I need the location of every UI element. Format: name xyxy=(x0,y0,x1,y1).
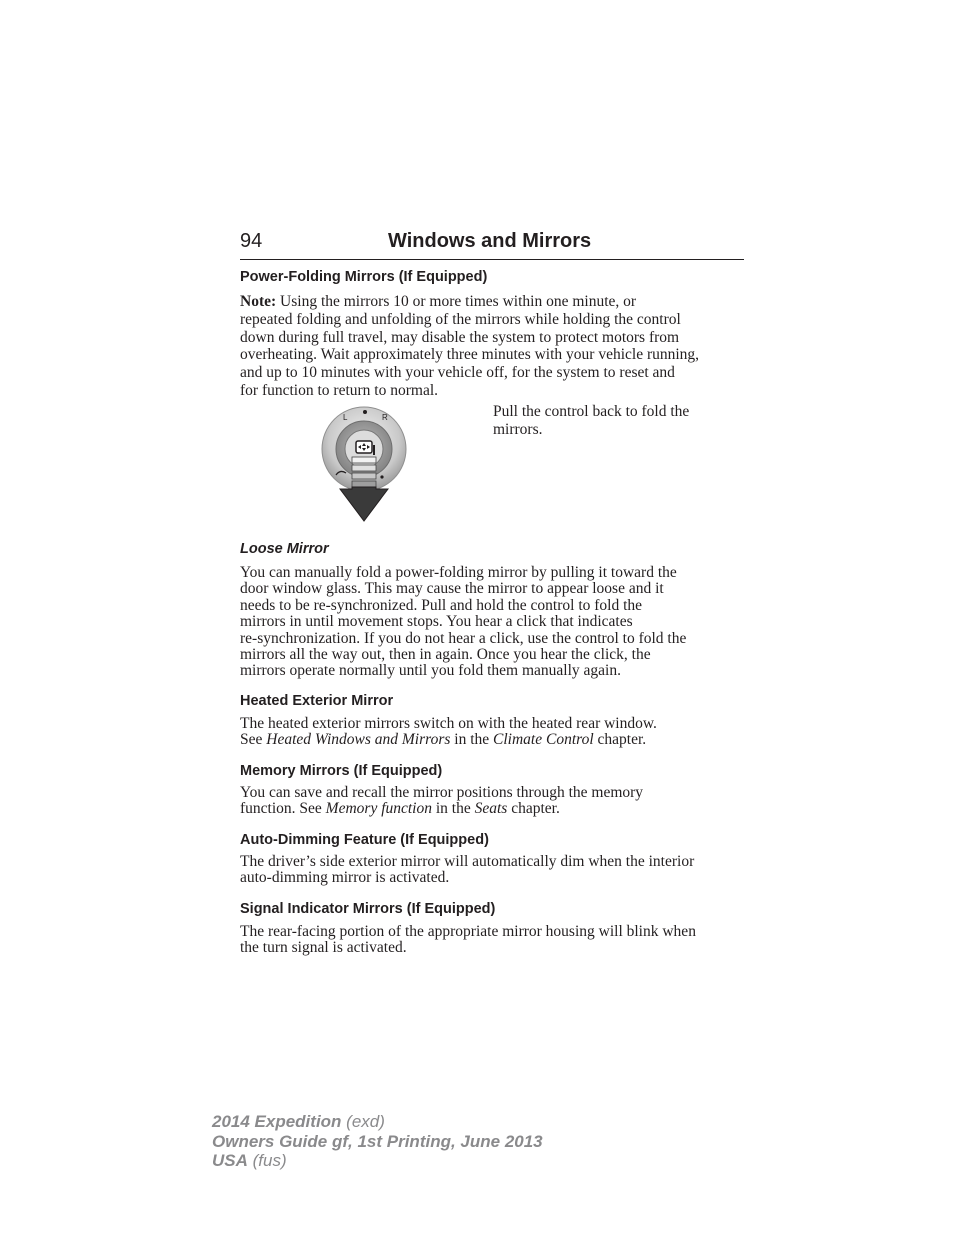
heading-loose-mirror: Loose Mirror xyxy=(240,541,329,557)
text-line: You can save and recall the mirror positions through the memory xyxy=(240,784,644,801)
cross-reference: Heated Windows and Mirrors xyxy=(266,731,451,749)
text-line: See Heated Windows and Mirrors in the Climate Control chapter. xyxy=(240,731,647,749)
note-line: down during full travel, may disable the system to protect motors from xyxy=(240,328,680,346)
text-line: mirrors in until movement stops. You hear a click that indicates xyxy=(240,613,633,631)
note-line: repeated folding and unfolding of the mirrors while holding the control xyxy=(240,310,681,328)
text-line: The driver’s side exterior mirror will automatically dim when the interior xyxy=(240,853,695,870)
indicator-dot xyxy=(380,475,383,478)
heated-mirror-text xyxy=(240,716,750,749)
footer-line: Owners Guide gf, 1st Printing, June 2013 xyxy=(212,1131,543,1151)
page-title: Windows and Mirrors xyxy=(388,230,592,252)
text-line: The rear-facing portion of the appropriate mirror housing will blink when xyxy=(240,923,696,940)
footer-line: 2014 Expedition (exd) xyxy=(212,1112,385,1131)
note-line: Note: Using the mirrors 10 or more times within one minute, or xyxy=(240,293,637,310)
text-line: the turn signal is activated. xyxy=(240,939,407,957)
mirror-adjust-icon xyxy=(356,441,375,455)
text-line: re-synchronization. If you do not hear a click, use the control to fold the xyxy=(240,629,687,647)
heading-heated-exterior-mirror: Heated Exterior Mirror xyxy=(240,693,394,709)
auto-dimming-text xyxy=(240,854,750,887)
loose-mirror-text xyxy=(240,565,750,680)
text-line: mirrors all the way out, then in again. Once you hear the click, the xyxy=(240,646,651,664)
left-position-label: L xyxy=(343,413,348,422)
text-line: function. See Memory function in the Seats chapter. xyxy=(240,800,560,818)
power-folding-note xyxy=(240,293,750,400)
right-position-label: R xyxy=(382,413,388,422)
text-line: The heated exterior mirrors switch on with the heated rear window. xyxy=(240,715,657,732)
figure-caption: Pull the control back to fold the mirrors. xyxy=(493,403,690,438)
cross-reference: Memory function xyxy=(325,800,432,818)
center-position-dot xyxy=(363,410,367,414)
text-line: You can manually fold a power-folding mirror by pulling it toward the xyxy=(240,564,677,581)
cross-reference: Climate Control xyxy=(493,731,594,749)
page-footer xyxy=(212,1112,543,1171)
note-line: overheating. Wait approximately three minutes with your vehicle running, xyxy=(240,346,700,364)
text-line: door window glass. This may cause the mirror to appear loose and it xyxy=(240,580,664,598)
note-label: Note: xyxy=(240,293,277,310)
mirror-fold-control-illustration xyxy=(316,405,412,523)
text-line: mirrors operate normally until you fold them manually again. xyxy=(240,662,621,680)
heading-auto-dimming: Auto-Dimming Feature (If Equipped) xyxy=(240,832,489,848)
text-line: auto-dimming mirror is activated. xyxy=(240,869,450,887)
memory-mirrors-text xyxy=(240,785,750,818)
cross-reference: Seats xyxy=(474,800,508,818)
signal-indicator-text xyxy=(240,924,750,957)
text-line: needs to be re-synchronized. Pull and hold the control to fold the xyxy=(240,596,643,614)
footer-line: USA (fus) xyxy=(212,1151,287,1170)
heading-power-folding-mirrors: Power-Folding Mirrors (If Equipped) xyxy=(240,269,488,285)
heading-memory-mirrors: Memory Mirrors (If Equipped) xyxy=(240,763,443,779)
note-line: for function to return to normal. xyxy=(240,381,439,399)
heading-signal-indicator-mirrors: Signal Indicator Mirrors (If Equipped) xyxy=(240,901,496,917)
page-number: 94 xyxy=(240,230,263,252)
note-line: and up to 10 minutes with your vehicle off, for the system to reset and xyxy=(240,364,675,382)
page-header xyxy=(240,229,744,260)
